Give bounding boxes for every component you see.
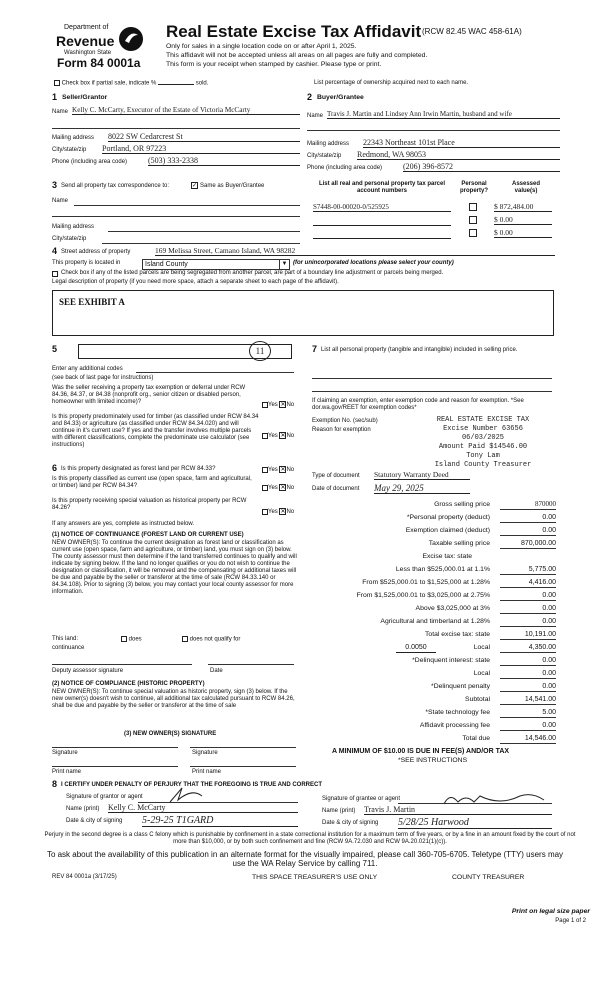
grantor-name-label: Name (print) xyxy=(66,806,100,812)
calc-label-taxable: Taxable selling price xyxy=(428,540,490,547)
grantor-date-label: Date & city of signing xyxy=(66,818,123,824)
section5-num: 5 xyxy=(52,344,58,354)
legal-paper-note: Print on legal size paper xyxy=(511,908,590,915)
see-instructions-note: *SEE INSTRUCTIONS xyxy=(398,757,468,764)
calc-value-tier1[interactable]: 5,775.00 xyxy=(500,565,556,575)
section5-q1: Was the seller receiving a property tax exemption or deferral under RCW 84.36, 84.37, or 84.38 (nonprofit org., senior citizen or disabled person, homeowner with limited income)? xyxy=(52,385,246,405)
minimum-due-note: A MINIMUM OF $10.00 IS DUE IN FEE(S) AND/OR TAX xyxy=(332,748,510,755)
s6q1-yes-no xyxy=(262,466,294,474)
land-use-code: 11 xyxy=(249,341,271,361)
calc-value-personal[interactable]: 0.00 xyxy=(500,513,556,523)
q1-no-label: No xyxy=(286,402,295,409)
calc-label-local: Local xyxy=(473,644,490,651)
parcel-row-1[interactable]: S7448-00-00020-0/525925 xyxy=(313,203,451,212)
grantor-name-field[interactable]: Kelly C. McCarty xyxy=(108,803,298,813)
notice1-title: (1) NOTICE OF CONTINUANCE (FOREST LAND OR CURRENT USE) xyxy=(52,532,244,538)
s6q2-no-label: No xyxy=(286,485,295,492)
section6-num: 6 xyxy=(52,463,58,473)
grantee-date-label: Date & city of signing xyxy=(322,820,379,826)
buyer-heading: Buyer/Grantee xyxy=(317,94,364,101)
section6-q1: Is this property designated as forest land per RCW 84.33? xyxy=(61,466,216,472)
s6q2-yes-label: Yes xyxy=(268,485,278,492)
owner-print-label-2: Print name xyxy=(192,769,222,775)
buyer-name-label: Name xyxy=(307,113,324,119)
stamp-line-2: Excise Number 63656 xyxy=(443,425,523,433)
exemption-no-label: Exemption No. (sec/sub) xyxy=(312,418,378,424)
exemption-text: If claiming an exemption, enter exemption code and reason for exemption. *See dor.wa.gov/REET for exemption codes* xyxy=(312,398,524,411)
calc-label-exemption: Exemption claimed (deduct) xyxy=(405,527,490,534)
section3-text: Send all property tax correspondence to: xyxy=(61,183,170,189)
does-checkbox[interactable] xyxy=(121,636,127,642)
grantee-name-field[interactable]: Travis J. Martin xyxy=(364,805,552,815)
section6-q3: Is this property receiving special valuation as historical property per RCW 84.26? xyxy=(52,498,247,511)
if-yes-note: If any answers are yes, complete as instructed below. xyxy=(52,521,195,527)
buyer-section xyxy=(307,92,560,176)
seller-section xyxy=(52,92,300,172)
seller-city-field[interactable]: Portland, OR 97223 xyxy=(102,144,300,154)
doc-date-field[interactable]: May 29, 2025 xyxy=(374,483,470,494)
calc-value-agri[interactable]: 0.00 xyxy=(500,617,556,627)
s6q3-yes-no xyxy=(262,508,294,516)
owner-signature-label-1: Signature xyxy=(52,750,78,756)
located-label: This property is located in xyxy=(52,260,121,266)
calc-label-excise-state: Excise tax: state xyxy=(422,553,472,560)
calc-value-total-state[interactable]: 10,191.00 xyxy=(500,630,556,640)
calc-label-delinq-int-state: *Delinquent interest: state xyxy=(412,657,490,664)
buyer-phone-field[interactable]: (206) 396-8572 xyxy=(403,162,560,172)
calc-label-tier4: Above $3,025,000 at 3% xyxy=(415,605,490,612)
calc-value-taxable[interactable]: 870,000.00 xyxy=(500,539,556,549)
s6q1-no-checkbox[interactable]: ✕ xyxy=(280,467,286,473)
does-label: does xyxy=(128,636,142,643)
section3-mailing-label: Mailing address xyxy=(52,224,95,230)
street-label: Street address of property xyxy=(61,249,131,255)
q1-yes-no xyxy=(262,401,294,409)
stamp-line-4: Amount Paid $14546.00 xyxy=(438,443,528,451)
does-not-label: does not qualify for xyxy=(189,636,241,643)
ownership-note: List percentage of ownership acquired next to each name. xyxy=(314,80,469,86)
seller-heading: Seller/Grantor xyxy=(62,94,108,101)
stamp-line-6: Island County Treasurer xyxy=(434,461,532,469)
header-sub2: This affidavit will not be accepted unless all areas on all pages are fully and completed. xyxy=(166,52,428,59)
grantor-signature-scribble xyxy=(168,786,228,804)
calc-value-exemption[interactable]: 0.00 xyxy=(500,526,556,536)
section5-q2: Is this property predominately used for timber (as classified under RCW 84.34 and 84.33) or agriculture (as classified under RCW 84.34.020) and will continue in it's current use? If yes and the transfer involves multiple parcels with different classifications, complete the predominate use calculator (see instructions) xyxy=(52,414,259,448)
doc-date-label: Date of document xyxy=(312,486,360,492)
section3-city-label: City/state/zip xyxy=(52,236,87,242)
see-back-label: (see back of last page for instructions) xyxy=(52,375,154,381)
calc-value-delinq-int-local[interactable]: 0.00 xyxy=(500,669,556,679)
buyer-city-label: City/state/zip xyxy=(307,153,342,159)
seller-name-field[interactable]: Kelly C. McCarty, Executor of the Estate of Victoria McCarty xyxy=(72,106,300,115)
additional-codes-label: Enter any additional codes xyxy=(52,366,123,372)
street-field[interactable]: 169 Melissa Street, Camano Island, WA 98282 xyxy=(155,246,555,256)
buyer-city-field[interactable]: Redmond, WA 98053 xyxy=(357,150,560,160)
calc-label-agri: Agricultural and timberland at 1.28% xyxy=(380,618,490,625)
relay-notice: To ask about the availability of this publication in an alternate format for the visually impaired, please call 360-705-6705. Teletype (TTY) users may use the WA Relay Service by calling 711. xyxy=(46,850,564,868)
county-value: Island County xyxy=(145,261,188,268)
seller-name-label: Name xyxy=(52,109,69,115)
seller-mailing-label: Mailing address xyxy=(52,135,95,141)
owner-print-label-1: Print name xyxy=(52,769,82,775)
certify-statement: I CERTIFY UNDER PENALTY OF PERJURY THAT THE FOREGOING IS TRUE AND CORRECT xyxy=(61,782,323,788)
treasurer-use-only: THIS SPACE TREASURER'S USE ONLY xyxy=(252,874,378,881)
s6q1-yes-label: Yes xyxy=(268,467,278,474)
personal-col-header: Personal property? xyxy=(459,181,488,194)
form-number: Form 84 0001a xyxy=(57,56,141,70)
doc-type-label: Type of document xyxy=(312,473,360,479)
deputy-signature-label: Deputy assessor signature xyxy=(52,668,124,674)
calc-label-tier1: Less than $525,000.01 at 1.1% xyxy=(395,566,490,573)
legal-description: SEE EXHIBIT A xyxy=(59,297,125,307)
header-sub3: This form is your receipt when stamped by cashier. Please type or print. xyxy=(166,61,382,68)
dept-line1: Department of xyxy=(64,24,109,31)
header-sub1: Only for sales in a single location code on or after April 1, 2025. xyxy=(166,43,357,50)
does-not-checkbox[interactable] xyxy=(182,636,188,642)
dept-line3: Washington State xyxy=(64,50,112,56)
grantee-date-field[interactable]: 5/28/25 Harwood xyxy=(398,817,552,829)
s6q3-no-checkbox[interactable]: ✕ xyxy=(280,509,286,515)
section1-num: 1 xyxy=(52,92,58,102)
form-title-ref: (RCW 82.45 WAC 458-61A) xyxy=(422,27,522,36)
calc-value-delinq-penalty[interactable]: 0.00 xyxy=(500,682,556,692)
segregated-label: Check box if any of the listed parcels are being segregated from another parcel, are part of a boundary line adjustment or parcels being merged. xyxy=(61,270,444,276)
doc-type-field[interactable]: Statutory Warranty Deed xyxy=(374,470,470,480)
section3 xyxy=(52,180,302,244)
section7-text: List all personal property (tangible and intangible) included in selling price. xyxy=(321,347,518,353)
parcel-row-2[interactable] xyxy=(313,216,451,226)
continuance-label: continuance xyxy=(52,645,85,651)
q2-no-checkbox[interactable]: ✕ xyxy=(280,433,286,439)
section6-q2: Is this property classified as current use (open space, farm and agricultural, or timber) land per RCW 84.34? xyxy=(52,476,252,489)
unincorp-note: (for unincorporated locations please select your county) xyxy=(293,260,454,266)
notice2-title: (2) NOTICE OF COMPLIANCE (HISTORIC PROPERTY) xyxy=(52,681,205,687)
calc-value-total-due[interactable]: 14,546.00 xyxy=(500,734,556,744)
q2-yes-label: Yes xyxy=(268,433,278,440)
calc-label-delinq-penalty: *Delinquent penalty xyxy=(431,683,490,690)
assessed-value-3[interactable]: $ 0.00 xyxy=(494,228,552,238)
notice1-body: NEW OWNER(S): To continue the current designation as forest land or classification as current use (open space, farm and agriculture, or timber) land, you must sign on (3) below. The county assessor must then determine if the land transferred continues to qualify and will indicate by signing below. If the land no longer qualifies or you do not wish to continue the designation or classification, it will be removed and the compensating or additional taxes will be due and payable by the seller or transferor at the time of sale (RCW 84.33.140 or 84.34.108). Prior to signing (3) below, you may contact your local county assessor for more information. xyxy=(52,540,297,595)
land-use-code-box[interactable] xyxy=(78,344,292,359)
treasurer-stamp xyxy=(408,416,558,470)
rev-number: REV 84 0001a (3/17/25) xyxy=(52,874,117,880)
calc-label-tech-fee: *State technology fee xyxy=(425,709,490,716)
chevron-down-icon[interactable]: ▼ xyxy=(279,260,289,269)
calc-value-affidavit-fee[interactable]: 0.00 xyxy=(500,721,556,731)
sold-label: sold. xyxy=(195,80,209,87)
personal-checkbox-2[interactable] xyxy=(469,216,477,224)
stamp-line-5: Tony Lam xyxy=(466,452,500,460)
perjury-notice: Perjury in the second degree is a class C felony which is punishable by confinement in a state correctional institution for a maximum term of five years, or by a fine in an amount fixed by the court of not more than $10,000, or by both such confinement and fine (RCW 9A.72.030 and RCW 9A.20.021(1)(c)). xyxy=(44,832,576,845)
reason-label: Reason for exemption xyxy=(312,427,371,433)
section3-num: 3 xyxy=(52,180,58,190)
q1-yes-label: Yes xyxy=(268,402,278,409)
calc-label-gross: Gross selling price xyxy=(434,501,490,508)
buyer-phone-label: Phone (including area code) xyxy=(307,165,383,171)
parcel-col-header: List all real and personal property tax parcel account numbers xyxy=(318,181,446,194)
personal-checkbox-3[interactable] xyxy=(469,229,477,237)
stamp-line-1: REAL ESTATE EXCISE TAX xyxy=(436,416,530,424)
section3-name-label: Name xyxy=(52,198,69,204)
grantee-signature-label: Signature of grantee or agent xyxy=(322,796,401,802)
dor-emblem-icon xyxy=(118,26,144,52)
dept-line2: Revenue xyxy=(56,33,115,49)
buyer-name-field[interactable]: Travis J. Martin and Lindsey Ann Irwin Martin, husband and wife xyxy=(327,110,560,119)
calc-value-local[interactable]: 4,350.00 xyxy=(500,643,556,653)
q2-yes-no xyxy=(262,432,294,440)
calc-label-subtotal: Subtotal xyxy=(465,696,490,703)
partial-sale-checkbox[interactable] xyxy=(54,80,60,86)
county-select[interactable] xyxy=(142,259,290,270)
partial-sale-label: Check box if partial sale, indicate % xyxy=(61,80,157,87)
calc-label-affidavit-fee: Affidavit processing fee xyxy=(419,722,490,729)
s6q1-no-label: No xyxy=(286,467,295,474)
form-title: Real Estate Excise Tax Affidavit xyxy=(166,22,422,41)
grantor-date-field[interactable]: 5-29-25 T1GARD xyxy=(142,815,298,827)
legal-description-box[interactable] xyxy=(52,290,554,336)
partial-sale-row xyxy=(54,80,208,88)
calc-value-gross[interactable]: 870000 xyxy=(500,500,556,510)
q1-no-checkbox[interactable]: ✕ xyxy=(280,402,286,408)
section2-num: 2 xyxy=(307,92,313,102)
county-treasurer-label: COUNTY TREASURER xyxy=(452,874,525,881)
seller-phone-field[interactable]: (503) 333-2338 xyxy=(148,156,300,166)
local-rate[interactable]: 0.0050 xyxy=(396,643,436,653)
personal-checkbox-1[interactable] xyxy=(469,203,477,211)
assessed-col-header: Assessed value(s) xyxy=(511,181,541,194)
same-as-buyer-label: Same as Buyer/Grantee xyxy=(200,183,265,189)
grantee-name-label: Name (print) xyxy=(322,808,356,814)
section7-num: 7 xyxy=(312,344,318,354)
q2-no-label: No xyxy=(286,433,295,440)
assessed-value-1[interactable]: $ 872,484.00 xyxy=(494,202,552,212)
calc-value-tier2[interactable]: 4,416.00 xyxy=(500,578,556,588)
calc-label-total-due: Total due xyxy=(462,735,490,742)
owner-signature-label-2: Signature xyxy=(192,750,218,756)
notice3-title: (3) NEW OWNER(S) SIGNATURE xyxy=(124,731,217,737)
assessed-value-2[interactable]: $ 0.00 xyxy=(494,215,552,225)
calc-label-personal: *Personal property (deduct) xyxy=(406,514,490,521)
buyer-mailing-field[interactable]: 22343 Northeast 101st Place xyxy=(363,138,560,148)
section4-num: 4 xyxy=(52,246,58,256)
notice2-body: NEW OWNER(S): To continue special valuation as historic property, sign (3) below. If the new owner(s) doesn't wish to continue, all additional tax calculated pursuant to RCW 84.26, shall be due and payable by the seller or transferor at the time of sale xyxy=(52,689,295,709)
calc-label-delinq-int-local: Local xyxy=(473,670,490,677)
s6q2-no-checkbox[interactable]: ✕ xyxy=(280,485,286,491)
calc-label-total-state: Total excise tax: state xyxy=(425,631,490,638)
grantor-signature-label: Signature of grantor or agent xyxy=(66,794,143,800)
calc-value-tier4[interactable]: 0.00 xyxy=(500,604,556,614)
seller-city-label: City/state/zip xyxy=(52,147,87,153)
legal-label: Legal description of property (if you need more space, attach a separate sheet to each page of the affidavit). xyxy=(52,279,339,285)
section8-num: 8 xyxy=(52,779,58,789)
calc-label-tier2: From $525,000.01 to $1,525,000 at 1.28% xyxy=(362,579,490,586)
seller-phone-label: Phone (including area code) xyxy=(52,159,128,165)
seller-mailing-field[interactable]: 8022 SW Cedarcrest St xyxy=(108,132,300,142)
segregated-checkbox[interactable] xyxy=(52,271,58,277)
this-land-label: This land: xyxy=(52,636,79,642)
s6q3-no-label: No xyxy=(286,509,295,516)
calc-value-tier3[interactable]: 0.00 xyxy=(500,591,556,601)
page-number: Page 1 of 2 xyxy=(555,918,586,924)
same-as-buyer-checkbox[interactable]: ✓ xyxy=(192,183,198,189)
calc-value-tech-fee[interactable]: 5.00 xyxy=(500,708,556,718)
parcel-row-3[interactable] xyxy=(313,229,451,239)
deputy-date-label: Date xyxy=(210,668,223,674)
buyer-mailing-label: Mailing address xyxy=(307,141,350,147)
s6q3-yes-label: Yes xyxy=(268,509,278,516)
tax-calculation xyxy=(300,498,600,768)
s6q2-yes-no xyxy=(262,484,294,492)
stamp-line-3: 06/03/2025 xyxy=(461,434,504,442)
calc-value-delinq-int-state[interactable]: 0.00 xyxy=(500,656,556,666)
calc-label-tier3: From $1,525,000.01 to $3,025,000 at 2.75% xyxy=(356,592,490,599)
calc-value-subtotal[interactable]: 14,541.00 xyxy=(500,695,556,705)
